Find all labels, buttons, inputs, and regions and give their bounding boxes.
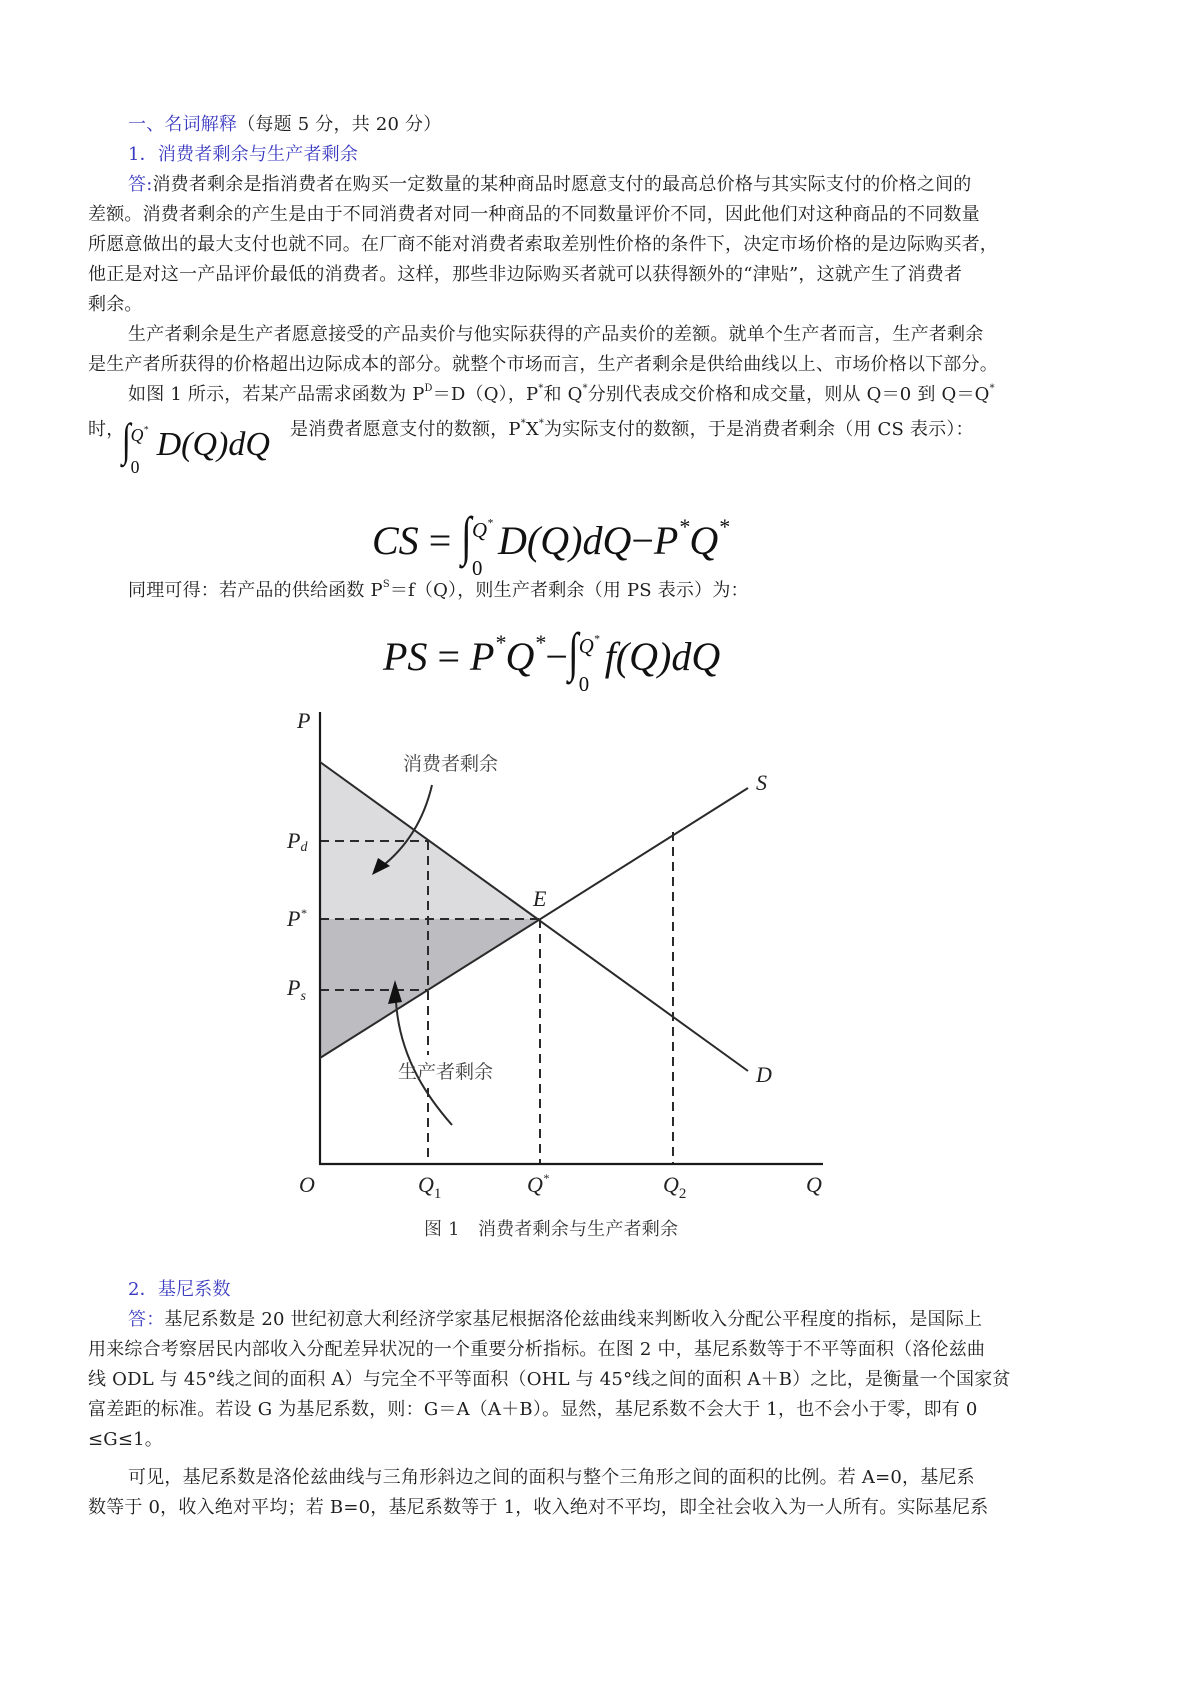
superscript: * xyxy=(678,514,690,540)
question-1-title: 1．消费者剩余与生产者剩余 xyxy=(128,144,359,165)
subscript: d xyxy=(300,840,308,855)
equilibrium-label: E xyxy=(533,886,547,911)
superscript: * xyxy=(538,383,544,395)
pstar-label xyxy=(286,906,306,931)
text: 和 Q xyxy=(543,384,583,405)
text: X xyxy=(525,419,539,440)
minus-sign: − xyxy=(545,634,568,679)
q2-p1-line-3: 线 ODL 与 45°线之间的面积 A）与完全不平等面积（OHL 与 45°线之间的面积 A＋B）之比，是衡量一个国家贫 xyxy=(88,1369,1011,1390)
ps-symbol: P xyxy=(287,975,301,1000)
q1-p2-line-2: 是生产者所获得的价格超出边际成本的部分。就整个市场而言，生产者剩余是供给曲线以上、市场价格以下部分。 xyxy=(88,354,998,375)
ps-label xyxy=(286,975,306,1004)
superscript: * xyxy=(534,630,546,656)
text: ＝D（Q），P xyxy=(432,384,539,405)
q1-label xyxy=(418,1172,441,1202)
integral-sign-icon: ∫ xyxy=(461,506,472,566)
upper-limit: Q xyxy=(472,519,488,543)
lower-limit: 0 xyxy=(578,672,590,696)
q2-p1-line-1 xyxy=(128,1308,982,1332)
text: 同理可得：若产品的供给函数 P xyxy=(128,580,383,601)
price-symbol: P xyxy=(470,634,495,679)
price-symbol: P xyxy=(653,518,679,563)
question-2-title: 2．基尼系数 xyxy=(128,1279,231,1300)
superscript: * xyxy=(538,418,545,430)
superscript: * xyxy=(143,424,149,436)
q2-label xyxy=(663,1172,686,1202)
text: 是消费者愿意支付的数额，P xyxy=(290,419,521,440)
superscript: D xyxy=(424,383,433,395)
consumer-surplus-label: 消费者剩余 xyxy=(403,753,499,775)
q2-p1-line-2: 用来综合考察居民内部收入分配差异状况的一个重要分析指标。在图 2 中，基尼系数等于不平等面积（洛伦兹曲 xyxy=(88,1339,986,1360)
producer-surplus-label: 生产者剩余 xyxy=(398,1061,494,1083)
q1-p2-line-1: 生产者剩余是生产者愿意接受的产品卖价与他实际获得的产品卖价的差额。就单个生产者而言，生产者剩余 xyxy=(128,324,984,345)
subscript: 1 xyxy=(433,1186,442,1202)
figure-1-caption: 图 1 消费者剩余与生产者剩余 xyxy=(424,1219,679,1240)
superscript: * xyxy=(300,906,307,920)
superscript: S xyxy=(382,579,390,591)
lower-limit: 0 xyxy=(130,456,140,477)
subscript: 2 xyxy=(678,1186,687,1202)
integrand: D(Q)dQ xyxy=(498,518,632,563)
integral-sign-icon: ∫ xyxy=(121,414,131,465)
equals-sign: = xyxy=(428,518,452,563)
qstar-label xyxy=(527,1171,549,1197)
upper-limit: Q xyxy=(578,635,594,659)
lower-limit: 0 xyxy=(472,556,483,580)
q1-p1-line-3: 所愿意做出的最大支付也就不同。在厂商不能对消费者索取差别性价格的条件下，决定市场价格的是边际购买者， xyxy=(88,234,998,255)
section-heading-title: 一、名词解释 xyxy=(128,114,238,135)
superscript: * xyxy=(542,1171,549,1185)
q1-p1-line-5: 剩余。 xyxy=(88,294,143,315)
y-axis-label: P xyxy=(297,708,311,733)
text: ＝f（Q），则生产者剩余（用 PS 表示）为： xyxy=(389,580,749,601)
demand-curve-label: D xyxy=(756,1062,772,1087)
equals-sign: = xyxy=(437,634,460,679)
paragraph-text: 消费者剩余是指消费者在购买一定数量的某种商品时愿意支付的最高总价格与其实际支付的价格之间的 xyxy=(152,174,972,195)
q2-p1-line-4: 富差距的标准。若设 G 为基尼系数，则：G＝A（A＋B）。显然，基尼系数不会大于 1，也不会小于零，即有 0 xyxy=(88,1399,978,1420)
quantity-symbol: Q xyxy=(689,518,719,563)
superscript: * xyxy=(582,383,588,395)
integrand: f(Q)dQ xyxy=(604,634,721,679)
q1-symbol: Q xyxy=(418,1172,434,1197)
q1-p1-line-4: 他正是对这一产品评价最低的消费者。这样，那些非边际购买者就可以获得额外的“津贴”，这就产生了消费者 xyxy=(88,264,963,285)
superscript: * xyxy=(593,633,600,646)
upper-limit: Q xyxy=(130,425,144,446)
subscript: s xyxy=(300,989,306,1004)
superscript: * xyxy=(520,418,526,430)
answer-label: 答: xyxy=(128,174,153,195)
text: 如图 1 所示，若某产品需求函数为 P xyxy=(128,384,425,405)
pd-symbol: P xyxy=(287,828,301,853)
origin-label: O xyxy=(299,1172,315,1197)
q2-p1-line-5: ≤G≤1。 xyxy=(88,1429,163,1450)
quantity-symbol: Q xyxy=(505,634,535,679)
superscript: * xyxy=(487,517,493,530)
q1-p4-lead: 时， xyxy=(88,419,125,440)
pstar-symbol: P xyxy=(287,906,301,931)
x-axis-label: Q xyxy=(806,1172,822,1197)
ps-symbol: PS xyxy=(383,634,428,679)
integrand: D(Q)dQ xyxy=(156,426,270,463)
cs-symbol: CS xyxy=(372,518,419,563)
supply-curve-label: S xyxy=(756,770,767,795)
q2-p2-line-1: 可见，基尼系数是洛伦兹曲线与三角形斜边之间的面积与整个三角形之间的面积的比例。若 A=0，基尼系 xyxy=(128,1467,975,1488)
qstar-symbol: Q xyxy=(527,1172,543,1197)
paragraph-text: 基尼系数是 20 世纪初意大利经济学家基尼根据洛伦兹曲线来判断收入分配公平程度的指标，是国际上 xyxy=(164,1309,983,1330)
superscript: * xyxy=(718,514,730,540)
text: 分别代表成交价格和成交量，则从 Q＝0 到 Q＝Q xyxy=(587,384,990,405)
integral-sign-icon: ∫ xyxy=(568,622,579,682)
text: 为实际支付的数额，于是消费者剩余（用 CS 表示）： xyxy=(544,419,974,440)
q2-symbol: Q xyxy=(663,1172,679,1197)
q1-p1-line-2: 差额。消费者剩余的产生是由于不同消费者对同一种商品的不同数量评价不同，因此他们对这种商品的不同数量 xyxy=(88,204,980,225)
superscript: * xyxy=(494,630,506,656)
pd-label xyxy=(286,828,308,855)
q2-p2-line-2: 数等于 0，收入绝对平均；若 B=0，基尼系数等于 1，收入绝对不平均，即全社会收入为一人所有。实际基尼系 xyxy=(88,1497,989,1518)
section-heading-note: （每题 5 分，共 20 分） xyxy=(237,114,442,135)
answer-label: 答： xyxy=(128,1309,165,1330)
minus-sign: − xyxy=(631,518,654,563)
superscript: * xyxy=(989,383,995,395)
